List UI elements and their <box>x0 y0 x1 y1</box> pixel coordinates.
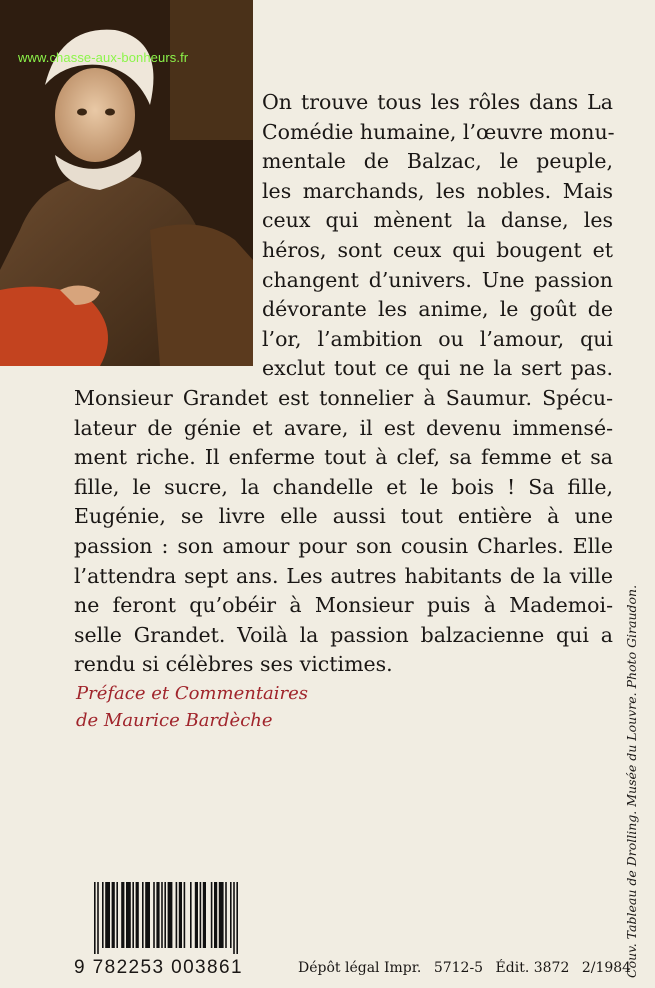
blurb-line: ne feront qu’obéir à Monsieur puis à Mademoi- <box>74 593 613 618</box>
legal-deposit <box>298 960 639 976</box>
legal-edit: Édit. 3872 <box>495 960 570 976</box>
barcode-bar <box>132 882 134 948</box>
legal-impr-number: 5712-5 <box>433 960 484 976</box>
barcode-bar <box>211 882 213 948</box>
barcode-bar <box>179 882 182 948</box>
legal-date: 2/1984 <box>581 960 632 976</box>
barcode-bar <box>156 882 159 948</box>
blurb-line: rendu si célèbres ses victimes. <box>74 652 393 677</box>
barcode-bar <box>200 882 202 948</box>
barcode-bar <box>233 882 235 954</box>
back-cover-blurb <box>0 88 620 680</box>
barcode-bar <box>176 882 178 948</box>
barcode-bar <box>230 882 232 948</box>
barcode-bar <box>102 882 104 948</box>
barcode-bar <box>161 882 163 948</box>
barcode-bars <box>92 882 292 954</box>
credits-line-1: Préface et Commentaires <box>76 683 309 704</box>
barcode-bar <box>145 882 150 948</box>
blurb-line: changent d’univers. Une passion <box>262 267 613 292</box>
isbn-barcode <box>92 882 292 954</box>
blurb-line: fille, le sucre, la chandelle et le bois ! Sa fille, <box>74 474 613 499</box>
barcode-number: 9 782253 003861 <box>74 957 243 978</box>
blurb-line: les marchands, les nobles. Mais <box>262 178 613 203</box>
barcode-bar <box>94 882 96 954</box>
blurb-line: Eugénie, se livre elle aussi tout entière à une <box>74 504 613 529</box>
blurb-line: lateur de génie et avare, il est devenu immensé- <box>74 415 613 440</box>
blurb-line: exclut tout ce qui ne la sert pas. <box>262 356 613 381</box>
blurb-line: passion : son amour pour son cousin Charles. Elle <box>74 533 613 558</box>
barcode-bar <box>214 882 217 948</box>
blurb-line: héros, sont ceux qui bougent et <box>262 237 613 262</box>
barcode-bar <box>121 882 124 948</box>
blurb-line: ceux qui mènent la danse, les <box>262 208 613 233</box>
blurb-line: On trouve tous les rôles dans La <box>262 90 613 114</box>
barcode-bar <box>190 882 192 948</box>
barcode-bar <box>195 882 198 948</box>
credits-line-2: de Maurice Bardèche <box>76 710 273 731</box>
barcode-bar <box>164 882 166 948</box>
barcode-bar <box>142 882 144 948</box>
preface-credits <box>76 680 308 734</box>
barcode-bar <box>112 882 115 948</box>
cover-photo-credit: Couv. Tableau de Drolling. Musée du Louvre. Photo Giraudon. <box>624 584 639 978</box>
blurb-line: Monsieur Grandet est tonnelier à Saumur. Spécu- <box>74 385 613 410</box>
barcode-bar <box>236 882 238 954</box>
barcode-bar <box>105 882 110 948</box>
blurb-line: l’or, l’ambition ou l’amour, qui <box>262 326 613 351</box>
barcode-bar <box>225 882 227 948</box>
barcode-bar <box>116 882 118 948</box>
barcode-bar <box>184 882 186 948</box>
barcode-bar <box>97 882 99 954</box>
watermark-url: www.chasse-aux-bonheurs.fr <box>18 50 189 65</box>
blurb-line: Comédie humaine, l’œuvre monu- <box>262 119 615 144</box>
barcode-bar <box>126 882 131 948</box>
blurb-line: selle Grandet. Voilà la passion balzacienne qui a <box>74 622 613 647</box>
blurb-line: dévorante les anime, le goût de <box>262 297 613 322</box>
legal-depot: Dépôt légal Impr. <box>298 960 422 976</box>
blurb-line: mentale de Balzac, le peuple, <box>262 149 613 174</box>
blurb-line: ment riche. Il enferme tout à clef, sa femme et sa <box>74 445 613 470</box>
blurb-line: l’attendra sept ans. Les autres habitants de la ville <box>74 563 613 588</box>
barcode-bar <box>203 882 206 948</box>
barcode-bar <box>136 882 139 948</box>
barcode-bar <box>168 882 173 948</box>
barcode-bar <box>153 882 155 948</box>
barcode-bar <box>219 882 224 948</box>
